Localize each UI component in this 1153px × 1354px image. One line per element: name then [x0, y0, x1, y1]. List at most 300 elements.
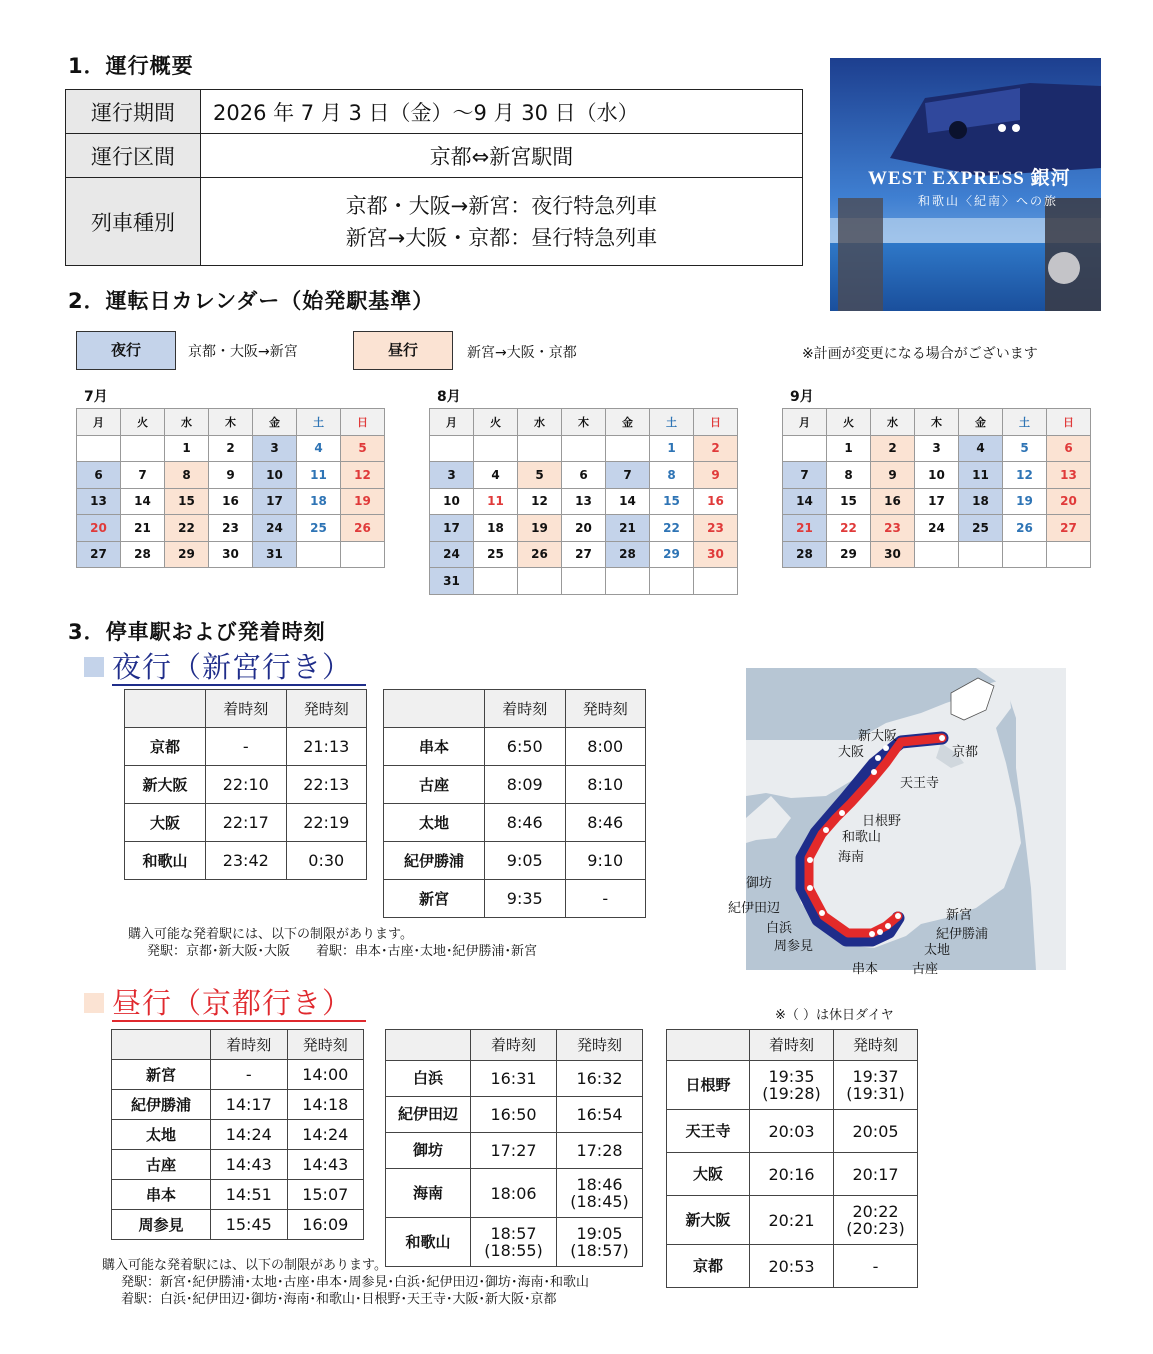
- timetable-row: [112, 1210, 364, 1240]
- calendar-day: 24: [253, 515, 297, 542]
- timetable-row: [112, 1180, 364, 1210]
- calendar-day: 26: [1003, 515, 1047, 542]
- calendar-day: 24: [915, 515, 959, 542]
- departure-time: [557, 1061, 643, 1097]
- calendar-week-row: [430, 515, 738, 542]
- calendar-week-row: [77, 515, 385, 542]
- day-timetable-3: [666, 1029, 918, 1288]
- timetable-row: [125, 728, 367, 766]
- section-title-overview: 1．運行概要: [68, 54, 194, 78]
- weekday-header-row: [430, 409, 738, 436]
- header-station: [112, 1030, 211, 1060]
- map-label-kii-tanabe: 紀伊田辺: [728, 901, 781, 916]
- map-label-kii-katsuura: 紀伊勝浦: [936, 927, 989, 942]
- calendar-day: [562, 568, 606, 595]
- timetable-row: [384, 880, 646, 918]
- departure-time: [834, 1245, 918, 1288]
- header-departure: 発時刻: [834, 1030, 918, 1061]
- calendar-day: 29: [650, 541, 694, 568]
- time-value: 19:37: [852, 1067, 899, 1086]
- time-value: 16:31: [490, 1069, 537, 1088]
- holiday-schedule-note: ※（ ）は休日ダイヤ: [775, 1008, 894, 1023]
- calendar-day: 12: [518, 488, 562, 515]
- day-note: [102, 1257, 589, 1308]
- calendar-august: [429, 408, 738, 595]
- calendar-day: 22: [650, 515, 694, 542]
- calendar-week-row: [783, 435, 1091, 462]
- calendar-day: 1: [650, 435, 694, 462]
- calendar-day: 23: [871, 515, 915, 542]
- calendar-day: [783, 435, 827, 462]
- calendar-day: 15: [650, 488, 694, 515]
- arrival-time: [750, 1061, 834, 1110]
- timetable-row: [112, 1060, 364, 1090]
- month-label-sep: 9月: [790, 389, 814, 405]
- weekday-header-row: [783, 409, 1091, 436]
- calendar-day: 20: [1047, 488, 1091, 515]
- calendar-day: 16: [694, 488, 738, 515]
- timetable-row: [112, 1090, 364, 1120]
- calendar-day: 21: [606, 515, 650, 542]
- station-name: 古座: [384, 766, 485, 804]
- header-station: [384, 690, 485, 728]
- map-label-kushimoto: 串本: [852, 962, 879, 977]
- header-station: [667, 1030, 750, 1061]
- weekday-header: 水: [518, 409, 562, 436]
- night-heading: 夜行（新宮行き）: [112, 650, 366, 686]
- arrival-time: [750, 1110, 834, 1153]
- map-label-shirahama: 白浜: [766, 921, 793, 936]
- arrival-time: 14:51: [211, 1180, 288, 1210]
- calendar-day: 2: [871, 435, 915, 462]
- weekday-header: 月: [430, 409, 474, 436]
- calendar-day: 7: [783, 462, 827, 489]
- weekday-header: 火: [121, 409, 165, 436]
- timetable-row: [667, 1153, 918, 1196]
- station-name: 周参見: [112, 1210, 211, 1240]
- calendar-day: 22: [827, 515, 871, 542]
- time-value: 18:46: [576, 1175, 623, 1194]
- arrival-time: 15:45: [211, 1210, 288, 1240]
- calendar-day: 9: [871, 462, 915, 489]
- station-name: 紀伊勝浦: [384, 842, 485, 880]
- calendar-week-row: [430, 462, 738, 489]
- weekday-header: 金: [606, 409, 650, 436]
- departure-time: [834, 1061, 918, 1110]
- calendar-day: [518, 435, 562, 462]
- arrival-time: [471, 1133, 557, 1169]
- header-departure: 発時刻: [287, 1030, 364, 1060]
- timetable-row: [112, 1150, 364, 1180]
- timetable-row: [667, 1196, 918, 1245]
- calendar-day: 12: [1003, 462, 1047, 489]
- calendar-day: 29: [827, 541, 871, 568]
- map-label-koza: 古座: [912, 962, 939, 977]
- header-arrival: 着時刻: [750, 1030, 834, 1061]
- calendar-day: [121, 435, 165, 462]
- weekday-header: 水: [871, 409, 915, 436]
- timetable-row: [384, 728, 646, 766]
- calendar-day: 17: [915, 488, 959, 515]
- timetable-row: [384, 804, 646, 842]
- station-name: 串本: [112, 1180, 211, 1210]
- month-label-aug: 8月: [437, 389, 461, 405]
- calendar-day: 12: [341, 462, 385, 489]
- calendar-day: 23: [209, 515, 253, 542]
- arrival-time: 9:35: [485, 880, 566, 918]
- calendar-week-row: [430, 488, 738, 515]
- calendar-day: 26: [341, 515, 385, 542]
- night-note-line-1: 購入可能な発着駅には、以下の制限があります。: [128, 927, 413, 942]
- map-label-tennoji: 天王寺: [900, 776, 940, 791]
- station-name: 古座: [112, 1150, 211, 1180]
- calendar-day: 30: [871, 541, 915, 568]
- time-value: 20:21: [768, 1210, 815, 1230]
- departure-time: [834, 1110, 918, 1153]
- arrival-time: 9:05: [485, 842, 566, 880]
- departure-time: 9:10: [565, 842, 646, 880]
- calendar-day: 27: [77, 541, 121, 568]
- arrival-time: [750, 1196, 834, 1245]
- calendar-day: 25: [959, 515, 1003, 542]
- header-departure: 発時刻: [557, 1030, 643, 1061]
- station-name: 海南: [386, 1169, 471, 1218]
- header-arrival: 着時刻: [485, 690, 566, 728]
- departure-time: 8:00: [565, 728, 646, 766]
- day-timetable-2: [385, 1029, 643, 1267]
- station-name: 新宮: [112, 1060, 211, 1090]
- promo-photo: [830, 58, 1101, 311]
- calendar-day: 28: [606, 541, 650, 568]
- calendar-day: 14: [121, 488, 165, 515]
- station-name: 大阪: [125, 804, 206, 842]
- weekday-header: 土: [297, 409, 341, 436]
- weekday-header: 土: [650, 409, 694, 436]
- calendar-day: 6: [1047, 435, 1091, 462]
- calendar-week-row: [77, 462, 385, 489]
- calendar-day: 18: [959, 488, 1003, 515]
- calendar-day: 3: [430, 462, 474, 489]
- calendar-day: [606, 435, 650, 462]
- calendar-july: [76, 408, 385, 568]
- calendar-day: 11: [959, 462, 1003, 489]
- weekday-header: 金: [959, 409, 1003, 436]
- day-heading: 昼行（京都行き）: [112, 986, 366, 1022]
- calendar-day: 23: [694, 515, 738, 542]
- calendar-day: 22: [165, 515, 209, 542]
- departure-time: 0:30: [286, 842, 367, 880]
- departure-time: [557, 1169, 643, 1218]
- calendar-day: 13: [562, 488, 606, 515]
- map-label-wakayama: 和歌山: [842, 830, 882, 845]
- calendar-day: [1003, 541, 1047, 568]
- station-name: 串本: [384, 728, 485, 766]
- calendar-day: [518, 568, 562, 595]
- type-label: 列車種別: [66, 178, 201, 266]
- departure-time: 16:09: [287, 1210, 364, 1240]
- arrival-time: 23:42: [206, 842, 287, 880]
- arrival-time: -: [206, 728, 287, 766]
- calendar-week-row: [783, 488, 1091, 515]
- calendar-day: 7: [606, 462, 650, 489]
- calendar-day: 3: [915, 435, 959, 462]
- calendar-day: 1: [165, 435, 209, 462]
- time-value: 17:27: [490, 1141, 537, 1160]
- type-value-night: 京都・大阪→新宮：夜行特急列車: [345, 193, 658, 218]
- period-label: 運行期間: [66, 90, 201, 134]
- weekday-header: 日: [694, 409, 738, 436]
- calendar-day: 7: [121, 462, 165, 489]
- map-label-taiji: 太地: [924, 943, 951, 958]
- calendar-day: 3: [253, 435, 297, 462]
- day-note-line-2: 発駅：新宮･紀伊勝浦･太地･古座･串本･周参見･白浜･紀伊田辺･御坊･海南･和歌山: [121, 1275, 590, 1290]
- calendar-day: [474, 568, 518, 595]
- station-name: 太地: [112, 1120, 211, 1150]
- arrival-time: 14:43: [211, 1150, 288, 1180]
- time-value: 18:06: [490, 1183, 537, 1203]
- station-name: 新大阪: [667, 1196, 750, 1245]
- calendar-day: 30: [209, 541, 253, 568]
- map-label-kyoto: 京都: [952, 745, 979, 760]
- calendar-day: 15: [827, 488, 871, 515]
- arrival-time: [471, 1097, 557, 1133]
- day-note-line-3: 着駅：白浜･紀伊田辺･御坊･海南･和歌山･日根野･天王寺･大阪･新大阪･京都: [121, 1292, 557, 1307]
- route-map-svg: [746, 668, 1066, 970]
- legend-night-text: 京都・大阪→新宮: [188, 344, 298, 360]
- calendar-day: 25: [474, 541, 518, 568]
- station-name: 京都: [667, 1245, 750, 1288]
- calendar-day: 8: [165, 462, 209, 489]
- station-name: 御坊: [386, 1133, 471, 1169]
- station-name: 日根野: [667, 1061, 750, 1110]
- calendar-day: [959, 541, 1003, 568]
- departure-time: 8:46: [565, 804, 646, 842]
- departure-time: 14:24: [287, 1120, 364, 1150]
- departure-time: [834, 1196, 918, 1245]
- header-station: [386, 1030, 471, 1061]
- arrival-time: [750, 1153, 834, 1196]
- calendar-day: 19: [1003, 488, 1047, 515]
- weekday-header: 水: [165, 409, 209, 436]
- timetable-row: [384, 766, 646, 804]
- station-name: 紀伊田辺: [386, 1097, 471, 1133]
- weekday-header: 火: [474, 409, 518, 436]
- calendar-day: 17: [253, 488, 297, 515]
- calendar-day: 25: [297, 515, 341, 542]
- arrival-time: 14:17: [211, 1090, 288, 1120]
- time-value: 19:35: [768, 1067, 815, 1086]
- route-value: 京都⇔新宮駅間: [201, 134, 803, 178]
- calendar-day: 13: [77, 488, 121, 515]
- calendar-day: [562, 435, 606, 462]
- map-label-osaka: 大阪: [838, 745, 865, 760]
- arrival-time: 22:10: [206, 766, 287, 804]
- calendar-day: 6: [77, 462, 121, 489]
- calendar-day: 17: [430, 515, 474, 542]
- calendar-day: [474, 435, 518, 462]
- calendar-day: 14: [606, 488, 650, 515]
- weekday-header: 土: [1003, 409, 1047, 436]
- header-arrival: 着時刻: [471, 1030, 557, 1061]
- timetable-row: [667, 1061, 918, 1110]
- station-name: 大阪: [667, 1153, 750, 1196]
- calendar-day: 21: [121, 515, 165, 542]
- departure-time: 14:43: [287, 1150, 364, 1180]
- arrival-time: [471, 1169, 557, 1218]
- holiday-time-value: (18:57): [570, 1241, 629, 1260]
- arrival-time: 6:50: [485, 728, 566, 766]
- calendar-day: 31: [430, 568, 474, 595]
- calendar-day: [915, 541, 959, 568]
- map-label-gobo: 御坊: [746, 876, 773, 891]
- calendar-week-row: [783, 515, 1091, 542]
- calendar-day: 26: [518, 541, 562, 568]
- time-value: 20:05: [852, 1121, 899, 1141]
- time-value: 20:16: [768, 1164, 815, 1184]
- day-timetable-1: [111, 1029, 364, 1240]
- calendar-week-row: [77, 541, 385, 568]
- station-name: 和歌山: [125, 842, 206, 880]
- weekday-header: 金: [253, 409, 297, 436]
- station-name: 天王寺: [667, 1110, 750, 1153]
- calendar-day: 24: [430, 541, 474, 568]
- calendar-day: 19: [518, 515, 562, 542]
- time-value: 20:17: [852, 1164, 899, 1184]
- calendar-day: 10: [253, 462, 297, 489]
- section-title-stations: 3．停車駅および発着時刻: [68, 620, 326, 644]
- station-name: 和歌山: [386, 1218, 471, 1267]
- departure-time: [834, 1153, 918, 1196]
- arrival-time: 22:17: [206, 804, 287, 842]
- holiday-time-value: (18:45): [570, 1192, 629, 1211]
- departure-time: 15:07: [287, 1180, 364, 1210]
- time-value: 17:28: [576, 1141, 623, 1160]
- calendar-day: 20: [562, 515, 606, 542]
- calendar-day: 29: [165, 541, 209, 568]
- map-label-hineno: 日根野: [862, 814, 902, 829]
- departure-time: 21:13: [286, 728, 367, 766]
- header-departure: 発時刻: [286, 690, 367, 728]
- calendar-september: [782, 408, 1091, 568]
- calendar-day: 18: [297, 488, 341, 515]
- time-value: 20:53: [768, 1256, 815, 1276]
- weekday-header-row: [77, 409, 385, 436]
- calendar-day: 28: [121, 541, 165, 568]
- calendar-day: 21: [783, 515, 827, 542]
- calendar-day: 16: [209, 488, 253, 515]
- month-label-jul: 7月: [84, 389, 108, 405]
- calendar-day: [297, 541, 341, 568]
- map-label-kainan: 海南: [838, 850, 865, 865]
- night-timetable-2: [383, 689, 646, 918]
- holiday-time-value: (20:23): [846, 1219, 905, 1238]
- overview-table: [65, 89, 803, 266]
- timetable-row: [667, 1245, 918, 1288]
- arrival-time: 8:09: [485, 766, 566, 804]
- calendar-day: [650, 568, 694, 595]
- station-name: 新宮: [384, 880, 485, 918]
- calendar-day: 4: [297, 435, 341, 462]
- timetable-row: [384, 842, 646, 880]
- station-name: 白浜: [386, 1061, 471, 1097]
- map-label-shin-osaka: 新大阪: [858, 729, 898, 744]
- holiday-time-value: (19:31): [846, 1084, 905, 1103]
- day-heading-marker: [84, 993, 104, 1013]
- time-value: -: [872, 1256, 879, 1276]
- timetable-row: [125, 804, 367, 842]
- weekday-header: 日: [1047, 409, 1091, 436]
- time-value: 18:57: [490, 1224, 537, 1243]
- arrival-time: [471, 1061, 557, 1097]
- night-heading-marker: [84, 657, 104, 677]
- calendar-day: 8: [650, 462, 694, 489]
- holiday-time-value: (18:55): [484, 1241, 543, 1260]
- calendar-day: 19: [341, 488, 385, 515]
- calendar-day: [430, 435, 474, 462]
- departure-time: [557, 1133, 643, 1169]
- calendar-week-row: [430, 435, 738, 462]
- calendar-day: [341, 541, 385, 568]
- calendar-week-row: [77, 488, 385, 515]
- timetable-row: [112, 1120, 364, 1150]
- legend-day-swatch: 昼行: [353, 331, 453, 370]
- calendar-week-row: [77, 435, 385, 462]
- night-timetable-1: [124, 689, 367, 880]
- calendar-day: 15: [165, 488, 209, 515]
- timetable-row: [386, 1133, 643, 1169]
- calendar-day: 14: [783, 488, 827, 515]
- calendar-day: [1047, 541, 1091, 568]
- calendar-day: 27: [1047, 515, 1091, 542]
- station-name: 京都: [125, 728, 206, 766]
- calendar-day: 16: [871, 488, 915, 515]
- time-value: 20:22: [852, 1202, 899, 1221]
- departure-time: [557, 1097, 643, 1133]
- legend-day-text: 新宮→大阪・京都: [467, 345, 577, 361]
- calendar-day: [606, 568, 650, 595]
- header-station: [125, 690, 206, 728]
- timetable-row: [125, 842, 367, 880]
- calendar-day: 13: [1047, 462, 1091, 489]
- route-label: 運行区間: [66, 134, 201, 178]
- weekday-header: 月: [783, 409, 827, 436]
- calendar-day: 6: [562, 462, 606, 489]
- header-departure: 発時刻: [565, 690, 646, 728]
- weekday-header: 火: [827, 409, 871, 436]
- timetable-row: [386, 1061, 643, 1097]
- type-value-day: 新宮→大阪・京都：昼行特急列車: [345, 225, 658, 250]
- calendar-day: 5: [341, 435, 385, 462]
- station-name: 紀伊勝浦: [112, 1090, 211, 1120]
- holiday-time-value: (19:28): [762, 1084, 821, 1103]
- calendar-day: 11: [297, 462, 341, 489]
- map-label-shingu: 新宮: [946, 908, 973, 923]
- time-value: 20:03: [768, 1121, 815, 1141]
- promo-subtitle: 和歌山〈紀南〉への旅: [918, 194, 1059, 208]
- calendar-day: 28: [783, 541, 827, 568]
- calendar-day: 9: [209, 462, 253, 489]
- night-note: [128, 926, 537, 960]
- departure-time: 14:00: [287, 1060, 364, 1090]
- calendar-day: 2: [694, 435, 738, 462]
- timetable-row: [667, 1110, 918, 1153]
- calendar-day: 2: [209, 435, 253, 462]
- arrival-time: -: [211, 1060, 288, 1090]
- calendar-day: 18: [474, 515, 518, 542]
- map-label-susami: 周参見: [774, 939, 814, 954]
- timetable-row: [386, 1169, 643, 1218]
- route-map: [728, 668, 1066, 977]
